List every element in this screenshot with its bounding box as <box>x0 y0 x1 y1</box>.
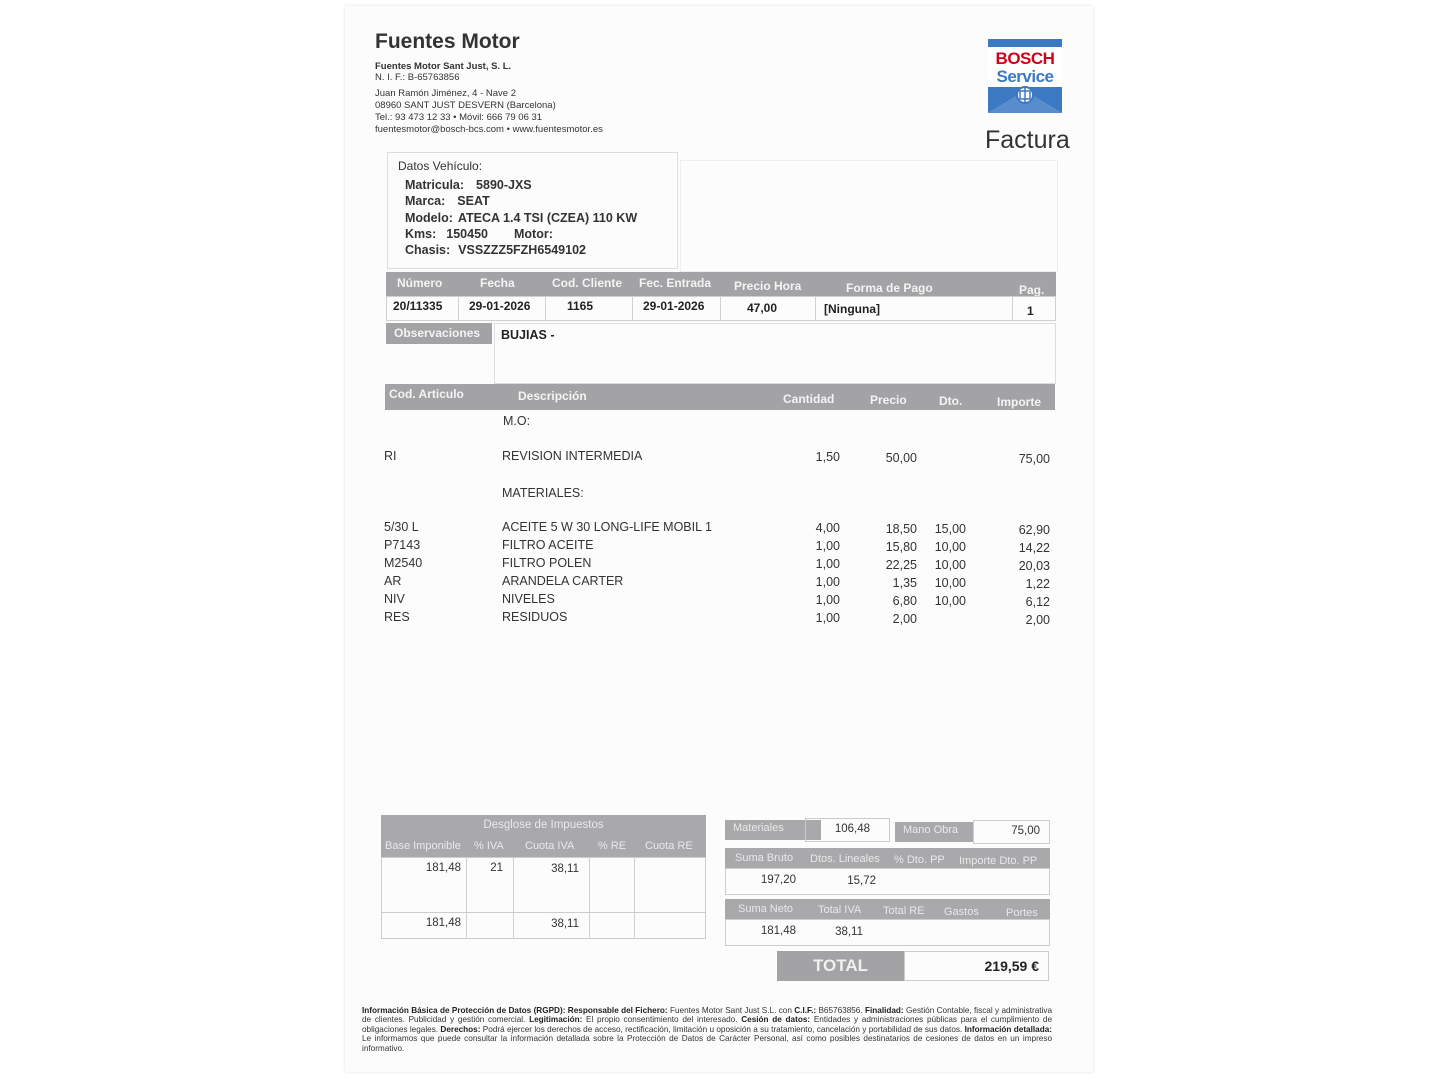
company-nif: N. I. F.: B-65763856 <box>375 72 460 83</box>
material-item-code: 5/30 L <box>384 520 419 534</box>
material-item-price: 22,25 <box>885 557 917 572</box>
material-item-code: RES <box>384 610 410 624</box>
tax-total-base: 181,48 <box>425 917 461 929</box>
kms-value: 150450 <box>446 227 488 241</box>
logo-bosch-text: BOSCH <box>995 49 1055 68</box>
summary-total-re-label: Total RE <box>883 905 925 917</box>
material-item-amount: 1,22 <box>1025 577 1050 591</box>
observaciones-label: Observaciones <box>386 323 492 344</box>
vehicle-modelo <box>405 211 637 225</box>
material-item-description: FILTRO ACEITE <box>502 538 594 552</box>
summary-gastos-label: Gastos <box>944 906 979 918</box>
summary-total-iva-value: 38,11 <box>835 926 863 938</box>
material-item-price: 6,80 <box>892 593 917 608</box>
kms-label: Kms: <box>405 227 437 241</box>
bosch-service-logo <box>988 39 1062 113</box>
vehicle-matricula <box>405 178 532 192</box>
material-item-discount: 10,00 <box>934 594 966 609</box>
summary-suma-bruto-label: Suma Bruto <box>735 852 794 864</box>
company-phone: Tel.: 93 473 12 33 • Móvil: 666 79 06 31 <box>375 112 543 123</box>
material-item-quantity: 1,00 <box>815 557 840 572</box>
value-cod-cliente: 1165 <box>567 299 594 313</box>
summary-materiales-value: 106,48 <box>834 823 870 835</box>
modelo-value: ATECA 1.4 TSI (CZEA) 110 KW <box>457 211 638 225</box>
labor-item-code: RI <box>384 449 397 463</box>
header-numero: Número <box>397 276 443 290</box>
material-item-quantity: 1,00 <box>815 593 840 608</box>
value-fec-entrada: 29-01-2026 <box>643 299 705 313</box>
items-header-importe: Importe <box>997 395 1042 409</box>
summary-suma-neto-value: 181,48 <box>760 925 796 937</box>
labor-item-price: 50,00 <box>885 450 917 465</box>
marca-value: SEAT <box>457 194 490 208</box>
document-title: Factura <box>985 126 1070 154</box>
material-item-discount: 10,00 <box>934 558 966 573</box>
header-pag: Pag. <box>1019 283 1045 297</box>
material-item-quantity: 4,00 <box>815 521 840 536</box>
tax-label-cuota-iva: Cuota IVA <box>525 840 575 852</box>
tax-label-iva: % IVA <box>474 840 504 852</box>
tax-label-re: % RE <box>598 840 627 852</box>
labor-item-description: REVISION INTERMEDIA <box>502 449 643 463</box>
material-item-code: P7143 <box>384 538 421 552</box>
total-value: 219,59 € <box>984 958 1039 974</box>
material-item-code: M2540 <box>384 556 423 570</box>
summary-dtos-lineales-label: Dtos. Lineales <box>810 853 880 865</box>
header-fec-entrada: Fec. Entrada <box>639 276 712 290</box>
material-item-amount: 14,22 <box>1018 541 1050 555</box>
summary-suma-bruto-value: 197,20 <box>760 874 796 886</box>
material-item-amount: 20,03 <box>1018 559 1050 573</box>
items-header-codigo: Cod. Articulo <box>389 387 464 401</box>
material-item-amount: 2,00 <box>1025 613 1050 627</box>
material-item-discount: 10,00 <box>934 540 966 555</box>
material-item-description: NIVELES <box>502 592 555 606</box>
legal-notice: Información Básica de Protección de Datos (RGPD): Responsable del Fichero: Fuentes Motor Sant Just S.L. con C.I.F.: B65763856. Finalidad: Gestión Contable, fiscal y administrativa de clientes. Publicidad y gestión comercial. Legitimación: El propio consentimiento del interesado. Cesión de datos: Entidades y administraciones públicas para el cumplimiento de obligaciones legales. Derechos: Podrá ejercer los derechos de acceso, rectificación, limitación u oposición a su tratamiento, cancelación y portabilidad de sus datos. Información detallada: Le informamos que puede consultar la información detallada sobre la Protección de Datos de Carácter Personal, así como posibles destinatarios de cesiones de datos en un impreso informativo. <box>362 1006 1052 1053</box>
vehicle-chasis <box>405 243 586 257</box>
material-item-quantity: 1,00 <box>815 611 840 626</box>
motor-label: Motor: <box>513 227 553 241</box>
company-legal-name: Fuentes Motor Sant Just, S. L. <box>375 61 512 72</box>
vehicle-marca <box>405 194 490 208</box>
material-item-price: 15,80 <box>885 539 917 554</box>
items-header-dto: Dto. <box>939 394 963 408</box>
header-precio-hora: Precio Hora <box>734 279 802 293</box>
section-materiales: MATERIALES: <box>502 486 584 500</box>
header-fecha: Fecha <box>480 276 515 290</box>
value-forma-pago: [Ninguna] <box>824 302 880 316</box>
material-item-price: 18,50 <box>885 521 917 536</box>
items-header-descripcion: Descripción <box>518 389 587 403</box>
summary-importe-dto-pp-label: Importe Dto. PP <box>959 855 1038 867</box>
material-item-price: 2,00 <box>892 611 917 626</box>
matricula-value: 5890-JXS <box>476 178 532 192</box>
tax-label-base: Base Imponible <box>385 840 461 852</box>
material-item-amount: 6,12 <box>1025 595 1050 609</box>
summary-portes-label: Portes <box>1006 907 1038 919</box>
company-address-1: Juan Ramón Jiménez, 4 - Nave 2 <box>375 88 516 99</box>
chasis-label: Chasis: <box>405 243 451 257</box>
material-item-amount: 62,90 <box>1018 523 1050 537</box>
material-item-description: RESIDUOS <box>502 610 568 624</box>
observaciones-box <box>494 323 1056 384</box>
summary-materiales-label: Materiales <box>725 820 821 840</box>
material-item-code: NIV <box>384 592 405 606</box>
material-item-price: 1,35 <box>892 575 917 590</box>
tax-row-cuota-iva: 38,11 <box>551 863 579 875</box>
section-mano-obra: M.O: <box>503 414 531 428</box>
summary-mano-obra-label: Mano Obra <box>895 822 973 842</box>
material-item-discount: 15,00 <box>934 522 966 537</box>
matricula-label: Matricula: <box>405 178 465 192</box>
value-precio-hora: 47,00 <box>747 301 778 315</box>
labor-item-quantity: 1,50 <box>815 450 840 465</box>
material-item-quantity: 1,00 <box>815 575 840 590</box>
items-header-cantidad: Cantidad <box>783 392 835 406</box>
value-fecha: 29-01-2026 <box>469 299 531 313</box>
tax-row-base: 181,48 <box>425 862 461 874</box>
modelo-label: Modelo: <box>405 211 453 225</box>
company-address-2: 08960 SANT JUST DESVERN (Barcelona) <box>375 100 556 111</box>
header-cod-cliente: Cod. Cliente <box>552 276 623 290</box>
chasis-value: VSSZZZ5FZH6549102 <box>458 243 586 257</box>
items-header-precio: Precio <box>870 393 907 407</box>
value-numero: 20/11335 <box>393 299 443 313</box>
material-item-description: ARANDELA CARTER <box>502 574 624 588</box>
client-box <box>680 160 1058 272</box>
tax-total-cuota-iva: 38,11 <box>551 918 579 930</box>
company-name: Fuentes Motor <box>375 30 520 53</box>
total-label: TOTAL <box>777 951 904 981</box>
material-item-code: AR <box>384 574 402 588</box>
header-forma-pago: Forma de Pago <box>846 281 933 295</box>
summary-total-iva-label: Total IVA <box>818 904 862 916</box>
marca-label: Marca: <box>405 194 446 208</box>
company-web: fuentesmotor@bosch-bcs.com • www.fuentesmotor.es <box>375 124 603 135</box>
value-pag: 1 <box>1027 304 1034 318</box>
tax-row-iva: 21 <box>490 862 503 874</box>
summary-suma-neto-label: Suma Neto <box>738 903 794 915</box>
logo-service-text: Service <box>996 67 1054 86</box>
summary-dto-pp-label: % Dto. PP <box>894 854 945 866</box>
observaciones-text: BUJIAS - <box>501 328 555 342</box>
material-item-description: FILTRO POLEN <box>502 556 592 570</box>
tax-label-cuota-re: Cuota RE <box>645 840 693 852</box>
summary-dtos-lineales-value: 15,72 <box>847 875 876 887</box>
tax-title: Desglose de Impuestos <box>483 819 604 831</box>
material-item-discount: 10,00 <box>934 576 966 591</box>
material-item-quantity: 1,00 <box>815 539 840 554</box>
material-item-description: ACEITE 5 W 30 LONG-LIFE MOBIL 1 <box>502 520 713 534</box>
vehicle-heading: Datos Vehículo: <box>398 159 483 173</box>
vehicle-kms <box>405 227 553 241</box>
summary-mano-obra-value: 75,00 <box>1011 825 1040 837</box>
labor-item-amount: 75,00 <box>1018 452 1050 466</box>
